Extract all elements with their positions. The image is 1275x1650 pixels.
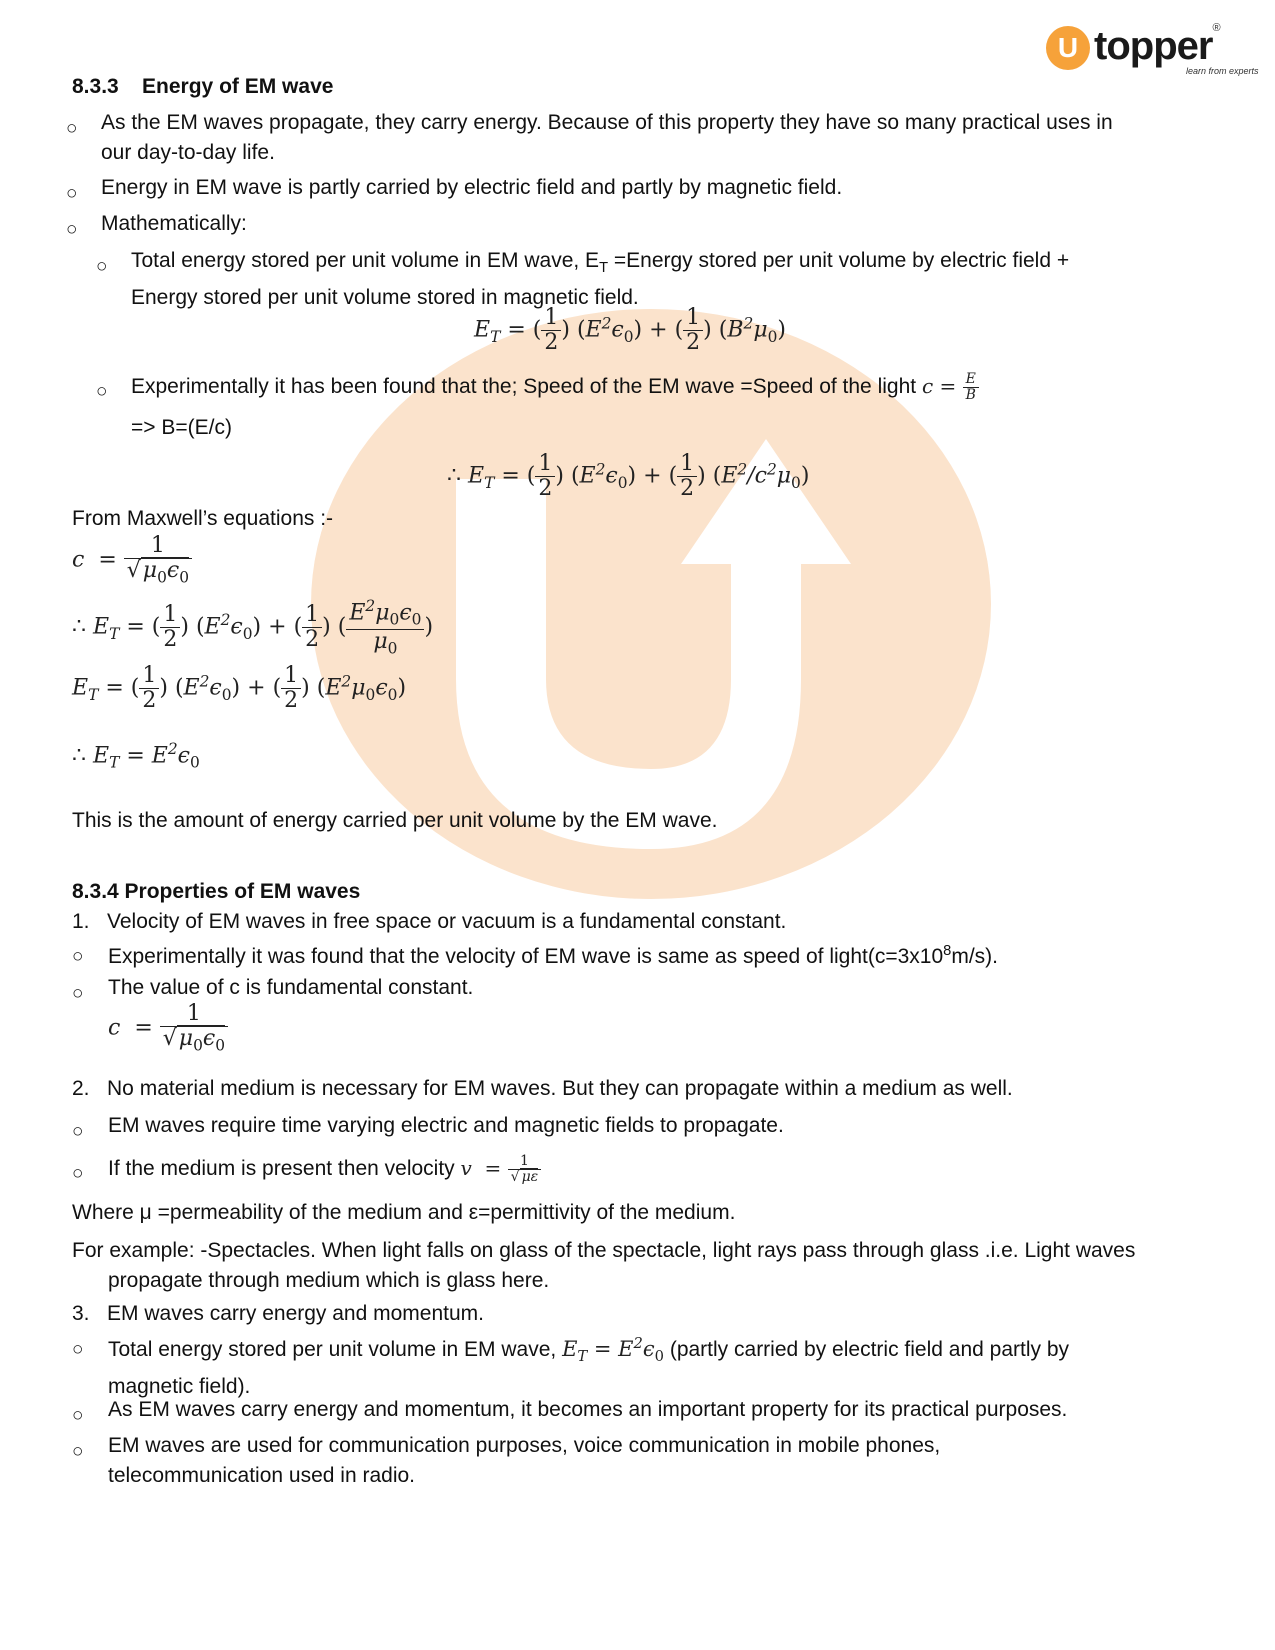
property-3a: Total energy stored per unit volume in EM wave, $E_T = E^2\epsilon_0$ (partly carried by electric field and partly by magnetic field). <box>108 1335 1069 1399</box>
hollow-circle-bullet: ○ <box>96 256 108 277</box>
where-definition: Where μ =permeability of the medium and ε=permittivity of the medium. <box>72 1201 736 1224</box>
hollow-circle-bullet: ○ <box>72 983 84 1004</box>
equation-et-step1: ∴ $E_T$ = ( $\frac{1}{2}$ ) $(E^2\epsilon_0)$ + ( $\frac{1}{2}$ ) ( $\frac{E^2\mu_0\epsilon_0}{\mu_0}$ ) <box>72 597 434 658</box>
property-2b: If the medium is present then velocity v = $\frac{1}{√ \mu\varepsilon}$ <box>108 1153 541 1185</box>
equation-c-constant: c = $\frac{1}{√\mu_0\epsilon_0}$ <box>108 1002 228 1055</box>
sub-bullet-total-energy: Total energy stored per unit volume in EM wave, $E_T$ =Energy stored per unit volume by electric field + Energy stored per unit volume stored in magnetic field. <box>131 249 1070 310</box>
property-2a: EM waves require time varying electric and magnetic fields to propagate. <box>108 1114 784 1137</box>
maxwell-intro: From Maxwell’s equations :- <box>72 507 334 530</box>
hollow-circle-bullet: ○ <box>72 1121 84 1142</box>
logo-word: topper <box>1094 24 1213 68</box>
bullet-mathematically: Mathematically: <box>101 212 247 235</box>
section-heading-833: 8.3.3 Energy of EM wave <box>72 75 334 98</box>
property-3c: EM waves are used for communication purposes, voice communication in mobile phones, telecommunication used in radio. <box>108 1434 941 1487</box>
equation-total-energy: $E_T$ = ( $\frac{1}{2}$ ) $(E^2\epsilon_0)$ + ( $\frac{1}{2}$ ) $(B^2\mu_0)$ <box>474 305 787 356</box>
hollow-circle-bullet: ○ <box>72 946 84 967</box>
hollow-circle-bullet: ○ <box>72 1339 84 1360</box>
example-spectacles: For example: -Spectacles. When light falls on glass of the spectacle, light rays pass through glass .i.e. Light waves propagate through medium which is glass here. <box>72 1239 1136 1292</box>
logo-tagline: learn from experts <box>1186 66 1259 76</box>
hollow-circle-bullet: ○ <box>72 1405 84 1426</box>
hollow-circle-bullet: ○ <box>66 183 78 204</box>
sub-bullet-speed-light: Experimentally it has been found that the; Speed of the EM wave =Speed of the light c = $\frac{E}{B}$ <box>131 371 979 403</box>
property-1: 1. Velocity of EM waves in free space or vacuum is a fundamental constant. <box>72 910 787 933</box>
bullet-energy-propagate: As the EM waves propagate, they carry energy. Because of this property they have so many practical uses in our day-to-day life. <box>101 111 1113 164</box>
logo-mark: U <box>1046 26 1090 70</box>
equation-total-energy-substituted: ∴ $E_T$ = ( $\frac{1}{2}$ ) $(E^2\epsilon_0)$ + ( $\frac{1}{2}$ ) $(E^2/c^2\mu_0)$ <box>447 451 810 502</box>
hollow-circle-bullet: ○ <box>66 118 78 139</box>
property-1a: Experimentally it was found that the velocity of EM wave is same as speed of $light(c=3x10^8m/s)$. <box>108 943 998 968</box>
hollow-circle-bullet: ○ <box>72 1441 84 1462</box>
topper-logo-icon <box>1046 22 1259 76</box>
bullet-energy-fields: Energy in EM wave is partly carried by electric field and partly by magnetic field. <box>101 176 843 199</box>
property-3b: As EM waves carry energy and momentum, it becomes an important property for its practical purposes. <box>108 1398 1068 1421</box>
equation-c-maxwell: c = $\frac{1}{√\mu_0\epsilon_0}$ <box>72 534 192 587</box>
property-1b: The value of c is fundamental constant. <box>108 976 474 999</box>
equation-b-equals: => B=(E/c) <box>131 416 232 439</box>
hollow-circle-bullet: ○ <box>72 1163 84 1184</box>
logo-registered: ® <box>1212 22 1221 34</box>
property-2: 2. No material medium is necessary for EM waves. But they can propagate within a medium as well. <box>72 1077 1013 1100</box>
equation-et-final: ∴ $E_T = E^2\epsilon_0$ <box>72 740 200 772</box>
section-heading-834: 8.3.4 Properties of EM waves <box>72 880 361 903</box>
property-3: 3. EM waves carry energy and momentum. <box>72 1302 484 1325</box>
energy-conclusion: This is the amount of energy carried per unit volume by the EM wave. <box>72 809 718 832</box>
equation-et-step2: $E_T$ = ( $\frac{1}{2}$ ) $(E^2\epsilon_0)$ + ( $\frac{1}{2}$ ) $(E^2\mu_0\epsilon_0)$ <box>72 663 407 714</box>
hollow-circle-bullet: ○ <box>96 381 108 402</box>
hollow-circle-bullet: ○ <box>66 219 78 240</box>
